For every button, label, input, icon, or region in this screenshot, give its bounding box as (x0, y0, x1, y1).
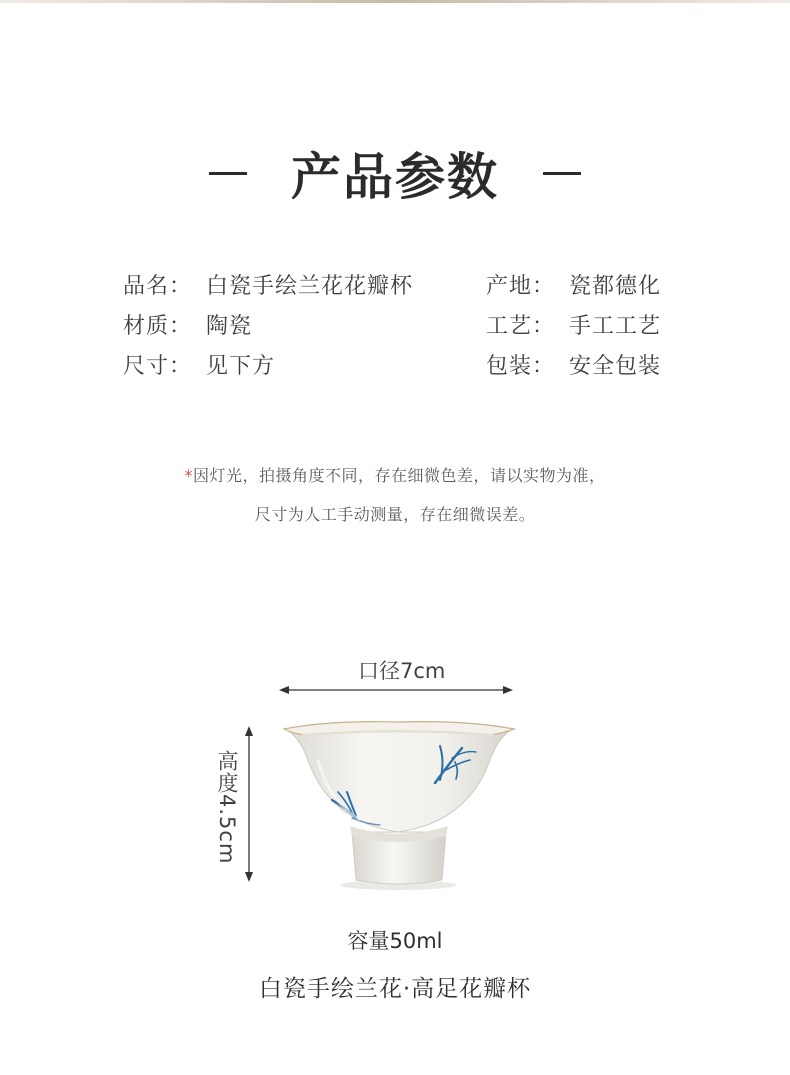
spec-item-material (123, 312, 252, 342)
heading-left-dash (209, 172, 247, 175)
notice-text-1: 因灯光，拍摄角度不同，存在细微色差，请以实物为准， (192, 466, 606, 485)
spec-value: 瓷都德化 (569, 274, 662, 299)
height-label: 高度4.5cm (215, 750, 239, 865)
spec-value: 陶瓷 (206, 314, 253, 339)
notice-asterisk: * (184, 466, 193, 485)
diameter-arrow (279, 686, 513, 694)
spec-label: 尺寸 (123, 354, 170, 379)
capacity-label: 容量50ml (347, 929, 443, 953)
heading-right-dash (543, 172, 581, 175)
spec-value: 白瓷手绘兰花花瓣杯 (206, 274, 414, 299)
spec-colon: ： (532, 354, 556, 379)
spec-colon: ： (169, 314, 193, 339)
page-title: 产品参数 (291, 148, 499, 206)
spec-label: 工艺 (486, 314, 533, 339)
spec-item-origin (486, 272, 661, 302)
spec-item-size (123, 352, 275, 382)
spec-value: 见下方 (206, 354, 276, 379)
spec-value: 手工工艺 (569, 314, 662, 339)
product-caption: 白瓷手绘兰花·高足花瓣杯 (258, 976, 532, 1002)
spec-item-craft (486, 312, 661, 342)
spec-value: 安全包装 (569, 354, 662, 379)
height-arrow (245, 726, 253, 882)
spec-label: 产地 (486, 274, 533, 299)
notice-line-2: 尺寸为人工手动测量，存在细微误差。 (254, 505, 536, 524)
section-heading (0, 138, 790, 208)
spec-label: 包装 (486, 354, 533, 379)
spec-label: 品名 (123, 274, 170, 299)
spec-item-packaging (486, 352, 661, 382)
top-decorative-rule (0, 0, 790, 3)
spec-colon: ： (532, 274, 556, 299)
spec-item-name (123, 272, 413, 302)
spec-label: 材质 (123, 314, 170, 339)
spec-colon: ： (169, 354, 193, 379)
spec-colon: ： (169, 274, 193, 299)
spec-colon: ： (532, 314, 556, 339)
notice-line-1 (0, 463, 790, 486)
diameter-label: 口径7cm (358, 659, 446, 683)
cup-image (284, 722, 514, 890)
